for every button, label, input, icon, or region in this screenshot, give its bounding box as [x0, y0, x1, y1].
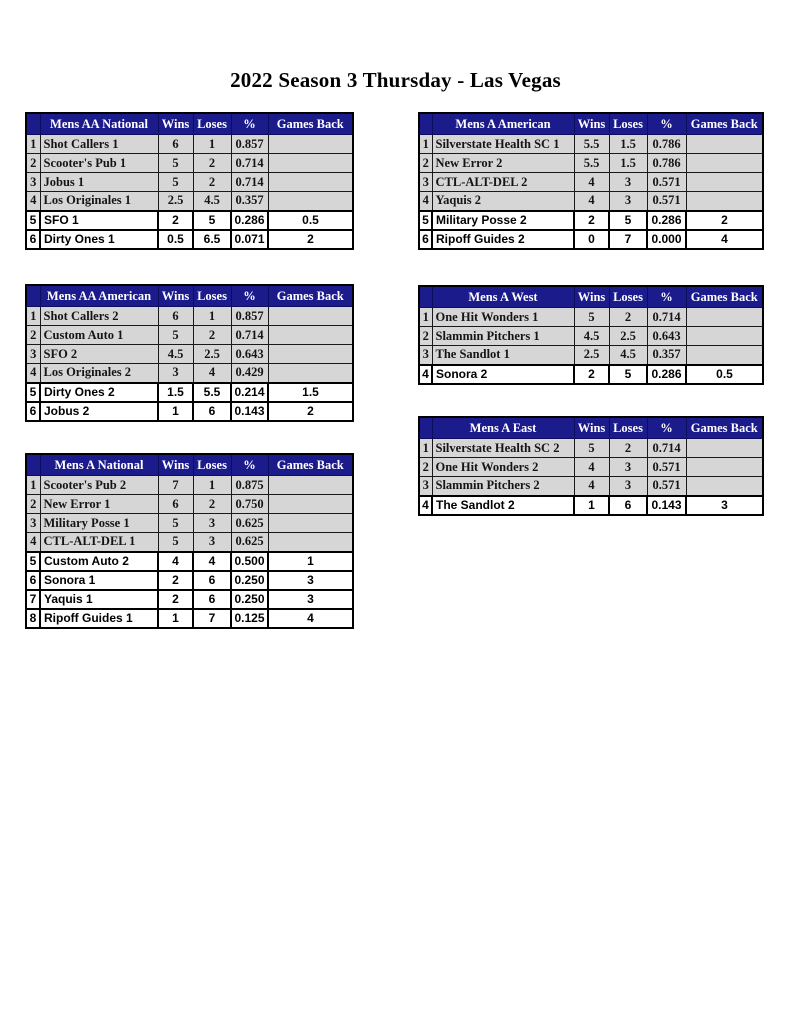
rank-cell: 4 [419, 365, 432, 384]
team-cell: One Hit Wonders 2 [432, 458, 574, 477]
header-row [419, 286, 763, 308]
gb-cell [268, 192, 353, 211]
loses-cell: 2 [193, 154, 231, 173]
loses-cell: 7 [609, 230, 647, 249]
loses-cell: 6 [193, 590, 231, 609]
pct-cell: 0.571 [647, 477, 686, 496]
pct-cell: 0.357 [647, 346, 686, 365]
team-cell: Dirty Ones 1 [40, 230, 158, 249]
loses-cell: 6 [193, 402, 231, 421]
team-cell: Custom Auto 1 [40, 326, 158, 345]
loses-cell: 3 [609, 192, 647, 211]
gb-cell [268, 154, 353, 173]
column-header-rank [26, 454, 40, 476]
team-cell: Shot Callers 2 [40, 307, 158, 326]
gb-cell: 4 [686, 230, 763, 249]
header-row [26, 454, 353, 476]
loses-cell: 1 [193, 476, 231, 495]
rank-cell: 5 [26, 211, 40, 230]
team-row [419, 154, 763, 173]
rank-cell: 2 [419, 154, 432, 173]
team-cell: Custom Auto 2 [40, 552, 158, 571]
team-cell: Ripoff Guides 2 [432, 230, 574, 249]
team-cell: Los Originales 1 [40, 192, 158, 211]
team-row [26, 476, 353, 495]
team-cell: CTL-ALT-DEL 1 [40, 533, 158, 552]
loses-cell: 3 [609, 173, 647, 192]
team-cell: Los Originales 2 [40, 364, 158, 383]
team-cell: Scooter's Pub 1 [40, 154, 158, 173]
team-row [419, 439, 763, 458]
rank-cell: 1 [26, 135, 40, 154]
pct-cell: 0.625 [231, 533, 268, 552]
wins-cell: 2.5 [574, 346, 609, 365]
wins-cell: 7 [158, 476, 193, 495]
team-row [419, 308, 763, 327]
pct-cell: 0.286 [647, 365, 686, 384]
team-row [419, 327, 763, 346]
team-row [26, 211, 353, 230]
team-row [419, 211, 763, 230]
gb-cell [268, 476, 353, 495]
pct-cell: 0.714 [647, 439, 686, 458]
loses-cell: 1 [193, 135, 231, 154]
team-cell: CTL-ALT-DEL 2 [432, 173, 574, 192]
team-row [26, 402, 353, 421]
wins-cell: 4 [574, 192, 609, 211]
pct-cell: 0.786 [647, 135, 686, 154]
wins-cell: 1 [158, 609, 193, 628]
rank-cell: 4 [26, 533, 40, 552]
pct-cell: 0.571 [647, 458, 686, 477]
column-header-pct: % [647, 286, 686, 308]
standings-table-mens-a-national [25, 453, 352, 629]
rank-cell: 4 [419, 192, 432, 211]
rank-cell: 3 [419, 477, 432, 496]
pct-cell: 0.357 [231, 192, 268, 211]
pct-cell: 0.429 [231, 364, 268, 383]
gb-cell: 2 [268, 402, 353, 421]
gb-cell [268, 345, 353, 364]
pct-cell: 0.250 [231, 590, 268, 609]
rank-cell: 2 [419, 458, 432, 477]
gb-cell: 2 [268, 230, 353, 249]
column-header-loses: Loses [193, 454, 231, 476]
team-row [419, 365, 763, 384]
division-header: Mens AA National [40, 113, 158, 135]
rank-cell: 6 [419, 230, 432, 249]
pct-cell: 0.000 [647, 230, 686, 249]
team-cell: One Hit Wonders 1 [432, 308, 574, 327]
team-row [419, 135, 763, 154]
gb-cell [686, 439, 763, 458]
loses-cell: 5.5 [193, 383, 231, 402]
wins-cell: 5 [158, 173, 193, 192]
standings-table-mens-a-american [418, 112, 762, 250]
team-cell: The Sandlot 1 [432, 346, 574, 365]
loses-cell: 2 [609, 439, 647, 458]
pct-cell: 0.857 [231, 307, 268, 326]
team-row [26, 345, 353, 364]
division-header: Mens A West [432, 286, 574, 308]
team-cell: The Sandlot 2 [432, 496, 574, 515]
rank-cell: 4 [26, 192, 40, 211]
loses-cell: 7 [193, 609, 231, 628]
gb-cell [686, 173, 763, 192]
team-cell: Silverstate Health SC 1 [432, 135, 574, 154]
pct-cell: 0.125 [231, 609, 268, 628]
team-row [26, 571, 353, 590]
pct-cell: 0.500 [231, 552, 268, 571]
column-header-pct: % [647, 417, 686, 439]
loses-cell: 4 [193, 364, 231, 383]
column-header-gb: Games Back [686, 113, 763, 135]
pct-cell: 0.714 [231, 154, 268, 173]
loses-cell: 6 [193, 571, 231, 590]
wins-cell: 2 [574, 211, 609, 230]
wins-cell: 4.5 [574, 327, 609, 346]
wins-cell: 4 [574, 173, 609, 192]
team-cell: Jobus 2 [40, 402, 158, 421]
loses-cell: 1.5 [609, 154, 647, 173]
column-header-rank [419, 286, 432, 308]
team-cell: Slammin Pitchers 1 [432, 327, 574, 346]
rank-cell: 3 [419, 346, 432, 365]
column-header-wins: Wins [158, 285, 193, 307]
rank-cell: 1 [26, 476, 40, 495]
gb-cell: 0.5 [268, 211, 353, 230]
rank-cell: 5 [419, 211, 432, 230]
gb-cell [686, 346, 763, 365]
wins-cell: 5 [158, 326, 193, 345]
pct-cell: 0.214 [231, 383, 268, 402]
standings-table-mens-a-east [418, 416, 762, 516]
gb-cell [686, 192, 763, 211]
wins-cell: 1.5 [158, 383, 193, 402]
wins-cell: 4 [574, 458, 609, 477]
team-cell: Ripoff Guides 1 [40, 609, 158, 628]
wins-cell: 6 [158, 307, 193, 326]
team-cell: Military Posse 2 [432, 211, 574, 230]
team-row [26, 326, 353, 345]
rank-cell: 2 [26, 326, 40, 345]
pct-cell: 0.286 [231, 211, 268, 230]
column-header-pct: % [231, 285, 268, 307]
standings-table [418, 285, 764, 385]
column-header-wins: Wins [158, 113, 193, 135]
team-row [419, 458, 763, 477]
column-header-rank [419, 113, 432, 135]
wins-cell: 2 [158, 211, 193, 230]
loses-cell: 2 [193, 495, 231, 514]
team-cell: SFO 2 [40, 345, 158, 364]
pct-cell: 0.857 [231, 135, 268, 154]
gb-cell: 1 [268, 552, 353, 571]
column-header-wins: Wins [574, 113, 609, 135]
loses-cell: 5 [609, 211, 647, 230]
team-row [419, 496, 763, 515]
wins-cell: 4 [158, 552, 193, 571]
pct-cell: 0.643 [231, 345, 268, 364]
team-row [26, 533, 353, 552]
column-header-loses: Loses [193, 285, 231, 307]
gb-cell [268, 514, 353, 533]
standings-table [418, 112, 764, 250]
column-header-loses: Loses [609, 286, 647, 308]
loses-cell: 2 [193, 326, 231, 345]
wins-cell: 1 [574, 496, 609, 515]
team-row [26, 514, 353, 533]
loses-cell: 3 [193, 533, 231, 552]
gb-cell: 3 [686, 496, 763, 515]
wins-cell: 5 [158, 514, 193, 533]
rank-cell: 6 [26, 571, 40, 590]
column-header-rank [419, 417, 432, 439]
loses-cell: 5 [609, 365, 647, 384]
wins-cell: 3 [158, 364, 193, 383]
loses-cell: 2.5 [609, 327, 647, 346]
gb-cell: 0.5 [686, 365, 763, 384]
team-row [419, 230, 763, 249]
pct-cell: 0.875 [231, 476, 268, 495]
standings-table [25, 112, 354, 250]
column-header-pct: % [647, 113, 686, 135]
header-row [419, 417, 763, 439]
pct-cell: 0.571 [647, 192, 686, 211]
wins-cell: 1 [158, 402, 193, 421]
team-cell: Yaquis 1 [40, 590, 158, 609]
column-header-gb: Games Back [268, 454, 353, 476]
team-row [26, 154, 353, 173]
pct-cell: 0.714 [231, 173, 268, 192]
pct-cell: 0.714 [647, 308, 686, 327]
standings-table [418, 416, 764, 516]
gb-cell [686, 327, 763, 346]
column-header-gb: Games Back [268, 113, 353, 135]
column-header-loses: Loses [193, 113, 231, 135]
gb-cell [268, 495, 353, 514]
rank-cell: 2 [26, 495, 40, 514]
team-cell: Shot Callers 1 [40, 135, 158, 154]
header-row [419, 113, 763, 135]
wins-cell: 6 [158, 495, 193, 514]
column-header-loses: Loses [609, 113, 647, 135]
team-cell: SFO 1 [40, 211, 158, 230]
team-row [26, 230, 353, 249]
loses-cell: 5 [193, 211, 231, 230]
team-row [419, 192, 763, 211]
loses-cell: 4.5 [609, 346, 647, 365]
column-header-rank [26, 285, 40, 307]
rank-cell: 3 [26, 345, 40, 364]
team-cell: Dirty Ones 2 [40, 383, 158, 402]
team-row [26, 364, 353, 383]
team-row [26, 552, 353, 571]
pct-cell: 0.786 [647, 154, 686, 173]
rank-cell: 6 [26, 230, 40, 249]
loses-cell: 6.5 [193, 230, 231, 249]
team-row [26, 135, 353, 154]
rank-cell: 3 [26, 514, 40, 533]
column-header-loses: Loses [609, 417, 647, 439]
division-header: Mens A American [432, 113, 574, 135]
loses-cell: 1 [193, 307, 231, 326]
wins-cell: 0 [574, 230, 609, 249]
division-header: Mens A East [432, 417, 574, 439]
pct-cell: 0.571 [647, 173, 686, 192]
loses-cell: 3 [609, 477, 647, 496]
wins-cell: 6 [158, 135, 193, 154]
wins-cell: 2 [158, 571, 193, 590]
wins-cell: 0.5 [158, 230, 193, 249]
rank-cell: 4 [26, 364, 40, 383]
page-title: 2022 Season 3 Thursday - Las Vegas [230, 68, 561, 92]
wins-cell: 4.5 [158, 345, 193, 364]
pct-cell: 0.643 [647, 327, 686, 346]
team-cell: Yaquis 2 [432, 192, 574, 211]
division-header: Mens A National [40, 454, 158, 476]
team-cell: New Error 1 [40, 495, 158, 514]
wins-cell: 5 [574, 308, 609, 327]
loses-cell: 4 [193, 552, 231, 571]
column-header-gb: Games Back [686, 286, 763, 308]
gb-cell [268, 364, 353, 383]
gb-cell: 3 [268, 590, 353, 609]
loses-cell: 2 [609, 308, 647, 327]
team-row [26, 192, 353, 211]
column-header-gb: Games Back [686, 417, 763, 439]
rank-cell: 7 [26, 590, 40, 609]
wins-cell: 2 [158, 590, 193, 609]
team-cell: Jobus 1 [40, 173, 158, 192]
gb-cell [268, 326, 353, 345]
column-header-wins: Wins [574, 286, 609, 308]
team-row [419, 477, 763, 496]
loses-cell: 4.5 [193, 192, 231, 211]
wins-cell: 5 [158, 533, 193, 552]
loses-cell: 2 [193, 173, 231, 192]
gb-cell: 2 [686, 211, 763, 230]
gb-cell [686, 135, 763, 154]
standings-table-mens-a-west [418, 285, 762, 385]
rank-cell: 8 [26, 609, 40, 628]
division-header: Mens AA American [40, 285, 158, 307]
column-header-wins: Wins [158, 454, 193, 476]
column-header-rank [26, 113, 40, 135]
pct-cell: 0.071 [231, 230, 268, 249]
team-cell: Military Posse 1 [40, 514, 158, 533]
pct-cell: 0.143 [647, 496, 686, 515]
loses-cell: 6 [609, 496, 647, 515]
header-row [26, 113, 353, 135]
rank-cell: 1 [419, 308, 432, 327]
team-row [419, 346, 763, 365]
rank-cell: 6 [26, 402, 40, 421]
rank-cell: 1 [419, 439, 432, 458]
team-row [419, 173, 763, 192]
loses-cell: 1.5 [609, 135, 647, 154]
wins-cell: 4 [574, 477, 609, 496]
loses-cell: 2.5 [193, 345, 231, 364]
column-header-gb: Games Back [268, 285, 353, 307]
standings-table [25, 284, 354, 422]
team-cell: New Error 2 [432, 154, 574, 173]
rank-cell: 2 [26, 154, 40, 173]
rank-cell: 3 [26, 173, 40, 192]
rank-cell: 5 [26, 552, 40, 571]
gb-cell: 3 [268, 571, 353, 590]
gb-cell [268, 307, 353, 326]
wins-cell: 5.5 [574, 154, 609, 173]
team-cell: Slammin Pitchers 2 [432, 477, 574, 496]
team-row [26, 495, 353, 514]
team-row [26, 590, 353, 609]
gb-cell [268, 135, 353, 154]
team-cell: Sonora 1 [40, 571, 158, 590]
wins-cell: 5 [574, 439, 609, 458]
pct-cell: 0.286 [647, 211, 686, 230]
rank-cell: 2 [419, 327, 432, 346]
team-row [26, 173, 353, 192]
standings-table [25, 453, 354, 629]
wins-cell: 5.5 [574, 135, 609, 154]
loses-cell: 3 [193, 514, 231, 533]
pct-cell: 0.250 [231, 571, 268, 590]
wins-cell: 5 [158, 154, 193, 173]
team-row [26, 609, 353, 628]
gb-cell [686, 477, 763, 496]
team-cell: Silverstate Health SC 2 [432, 439, 574, 458]
standings-table-mens-aa-national [25, 112, 352, 250]
pct-cell: 0.750 [231, 495, 268, 514]
header-row [26, 285, 353, 307]
gb-cell [686, 458, 763, 477]
rank-cell: 1 [419, 135, 432, 154]
team-cell: Scooter's Pub 2 [40, 476, 158, 495]
rank-cell: 5 [26, 383, 40, 402]
column-header-pct: % [231, 113, 268, 135]
team-row [26, 383, 353, 402]
pct-cell: 0.625 [231, 514, 268, 533]
rank-cell: 4 [419, 496, 432, 515]
gb-cell [268, 173, 353, 192]
gb-cell [686, 308, 763, 327]
pct-cell: 0.143 [231, 402, 268, 421]
rank-cell: 3 [419, 173, 432, 192]
gb-cell: 1.5 [268, 383, 353, 402]
pct-cell: 0.714 [231, 326, 268, 345]
team-row [26, 307, 353, 326]
column-header-wins: Wins [574, 417, 609, 439]
standings-table-mens-aa-american [25, 284, 352, 422]
wins-cell: 2.5 [158, 192, 193, 211]
gb-cell [686, 154, 763, 173]
wins-cell: 2 [574, 365, 609, 384]
loses-cell: 3 [609, 458, 647, 477]
gb-cell: 4 [268, 609, 353, 628]
team-cell: Sonora 2 [432, 365, 574, 384]
rank-cell: 1 [26, 307, 40, 326]
gb-cell [268, 533, 353, 552]
column-header-pct: % [231, 454, 268, 476]
